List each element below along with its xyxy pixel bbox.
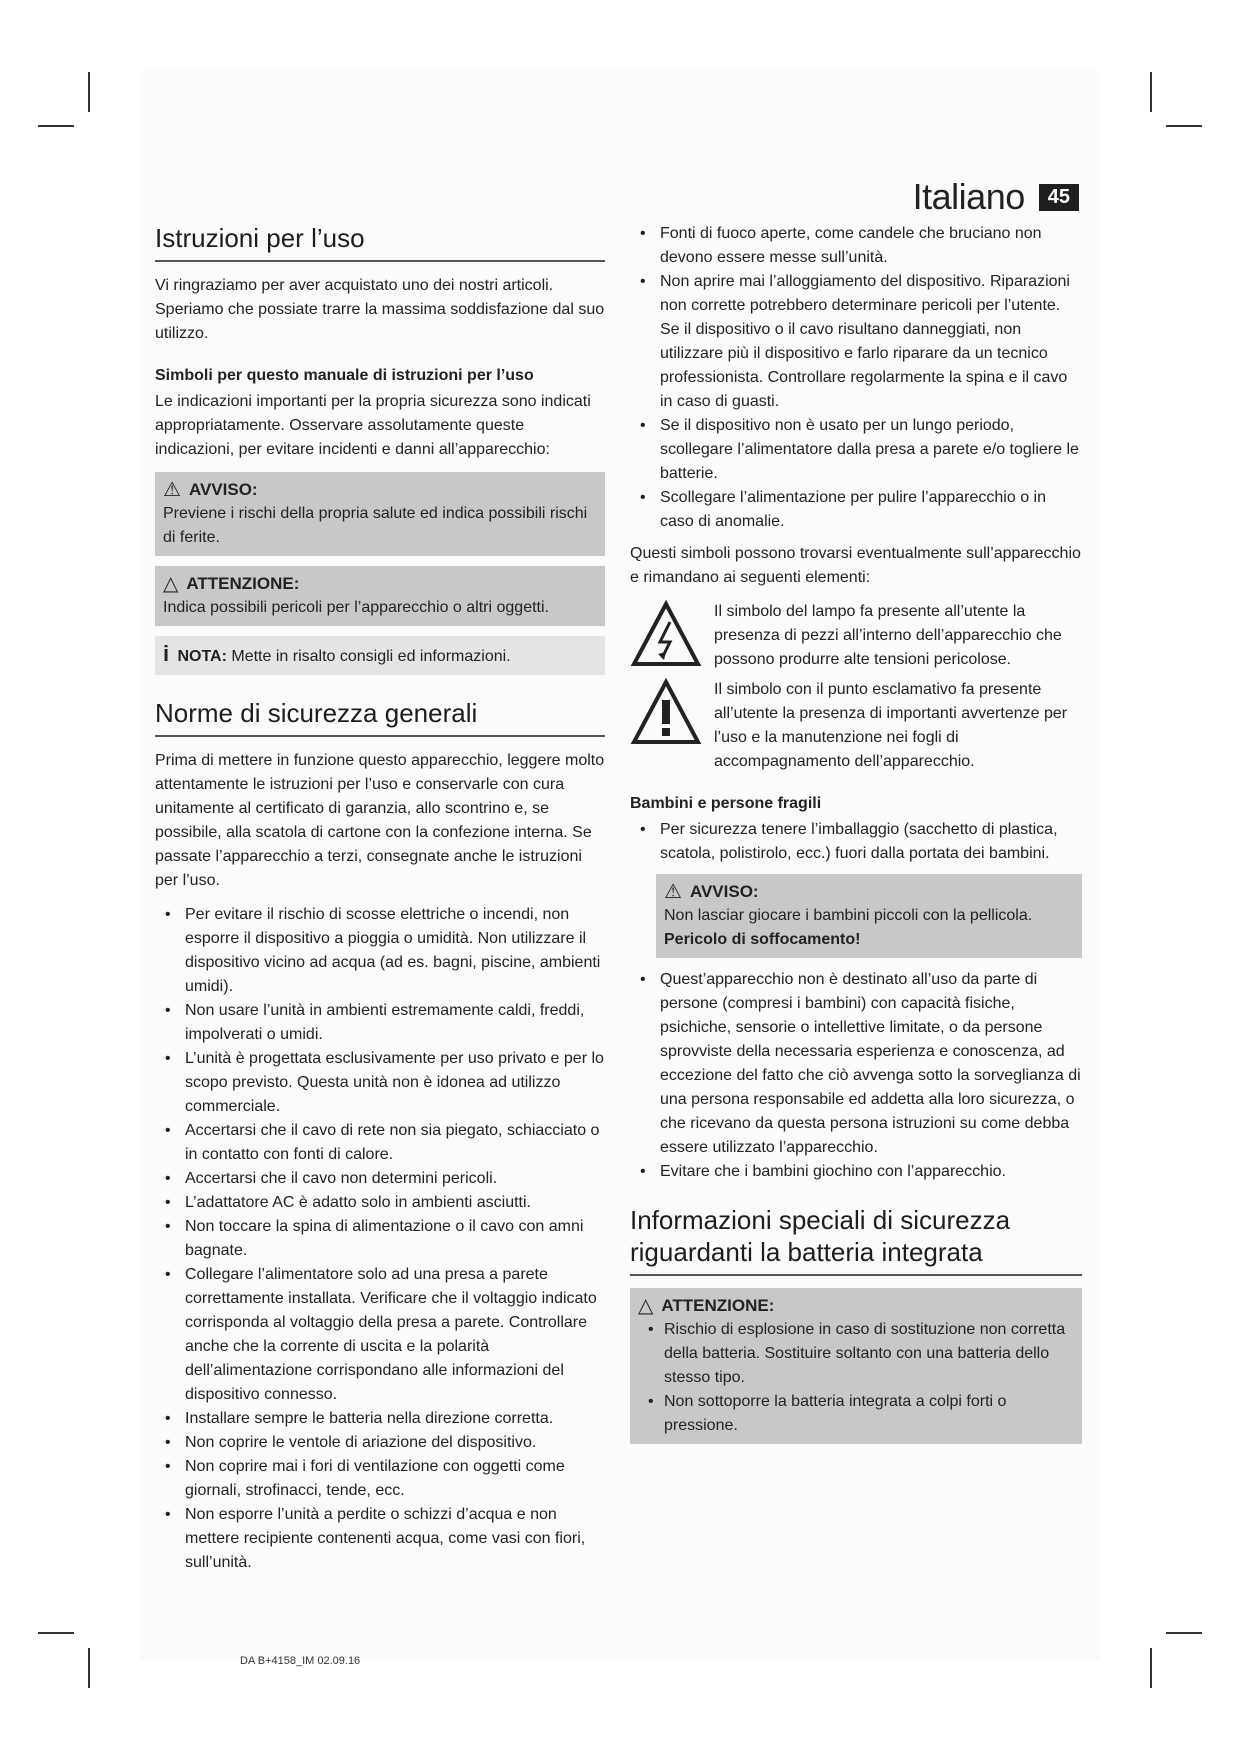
- crop-mark: [38, 125, 74, 127]
- left-column: [155, 222, 605, 1583]
- list-item: • L’adattatore AC è adatto solo in ambienti asciutti.: [155, 1191, 605, 1215]
- avviso-text: Non lasciar giocare i bambini piccoli con la pellicola.: [664, 907, 1033, 924]
- heading-istruzioni: Istruzioni per l’uso: [155, 222, 605, 262]
- list-item: • Non toccare la spina di alimentazione o il cavo con amni bagnate.: [155, 1215, 605, 1263]
- caution-triangle-icon: △: [163, 573, 179, 595]
- avviso-label: AVVISO:: [689, 882, 759, 901]
- exclamation-warning-icon: [630, 678, 702, 746]
- warning-triangle-icon: ⚠: [163, 479, 181, 501]
- attenzione-label: ATTENZIONE:: [661, 1296, 775, 1315]
- list-item: • Scollegare l’alimentazione per pulire l’apparecchio o in caso di anomalie.: [630, 486, 1082, 534]
- document-code: DA B+4158_IM 02.09.16: [240, 1655, 361, 1667]
- crop-mark: [38, 1632, 74, 1634]
- info-icon: i: [163, 641, 170, 666]
- bambini-list-2: [630, 968, 1082, 1184]
- symbol-exclamation-row: [630, 678, 1082, 774]
- sicurezza-list-cont: [630, 222, 1082, 534]
- avviso-text: Previene i rischi della propria salute ed indica possibili rischi di ferite.: [163, 505, 588, 546]
- language-title: Italiano: [912, 176, 1025, 217]
- list-item: • Installare sempre le batteria nella direzione corretta.: [155, 1407, 605, 1431]
- norme-list: [155, 903, 605, 1575]
- simboli-text: Le indicazioni importanti per la propria sicurezza sono indicati appropriatamente. Osservare assolutamente queste indicazioni, per evitare incidenti e danni all’apparecchio:: [155, 393, 591, 458]
- heading-simboli: Simboli per questo manuale di istruzioni per l’uso: [155, 367, 534, 384]
- page-header: [913, 176, 1079, 218]
- crop-mark: [1166, 125, 1202, 127]
- heading-norme: Norme di sicurezza generali: [155, 697, 605, 737]
- avviso-title: [163, 478, 597, 502]
- nota-box: [155, 636, 605, 675]
- attenzione-box: [155, 566, 605, 626]
- list-item: • Accertarsi che il cavo non determini pericoli.: [155, 1167, 605, 1191]
- batteria-list: [638, 1318, 1074, 1438]
- list-item: • L’unità è progettata esclusivamente per uso privato e per lo scopo previsto. Questa unità non è idonea ad utilizzo commerciale.: [155, 1047, 605, 1119]
- attenzione-label: ATTENZIONE:: [186, 574, 300, 593]
- list-item: • Non aprire mai l’alloggiamento del dispositivo. Riparazioni non corrette potrebbero determinare pericoli per l’utente. Se il dispositivo o il cavo risultano danneggiati, non utilizzare più il dispositivo e farlo riparare da un tecnico professionista. Controllare regolarmente la spina e il cavo in caso di guasti.: [630, 270, 1082, 414]
- list-item: • Se il dispositivo non è usato per un lungo periodo, scollegare l’alimentatore dalla presa a parete e/o togliere le batterie.: [630, 414, 1082, 486]
- crop-mark: [1150, 72, 1152, 112]
- crop-mark: [1150, 1648, 1152, 1688]
- list-item: • Per evitare il rischio di scosse elettriche o incendi, non esporre il dispositivo a pioggia o umidità. Non utilizzare il dispositivo vicino ad acqua (ad es. bagni, piscine, ambienti umidi).: [155, 903, 605, 999]
- bambini-list: [630, 818, 1082, 866]
- avviso-title: [664, 880, 1074, 904]
- list-item: • Quest’apparecchio non è destinato all’uso da parte di persone (compresi i bambini) con capacità fisiche, psichiche, sensorie o intellettive limitate, o da persone sprovviste della necessaria esperienza e conoscenza, ad eccezione del fatto che ciò avvenga sotto la sorveglianza di una persona responsabile ed addetta alla loro sicurezza, o che ricevano da questa persona istruzioni su come debba essere utilizzato l’apparecchio.: [630, 968, 1082, 1160]
- norme-intro: Prima di mettere in funzione questo apparecchio, leggere molto attentamente le istruzioni per l’uso e conservarle con cura unitamente al certificato di garanzia, allo scontrino e, se possibile, alla scatola di cartone con la confezione interna. Se passate l’apparecchio a terzi, consegnate anche le istruzioni per l’uso.: [155, 752, 605, 889]
- list-item: • Collegare l’alimentatore solo ad una presa a parete correttamente installata. Verificare che il voltaggio indicato corrisponda al voltaggio della presa a parete. Controllare anche che la corrente di uscita e la polarità dell’alimentazione corrispondano alle informazioni del dispositivo connesso.: [155, 1263, 605, 1407]
- avviso-box: [155, 472, 605, 556]
- avviso-bold-text: Pericolo di soffocamento!: [664, 931, 861, 948]
- heading-bambini: Bambini e persone fragili: [630, 795, 822, 812]
- crop-mark: [88, 1648, 90, 1688]
- list-item: • Evitare che i bambini giochino con l’apparecchio.: [630, 1160, 1082, 1184]
- list-item: • Non sottoporre la batteria integrata a colpi forti o pressione.: [638, 1390, 1074, 1438]
- avviso-box-bambini: [656, 874, 1082, 958]
- attenzione-title: [163, 572, 597, 596]
- list-item: • Non usare l’unità in ambienti estremamente caldi, freddi, impolverati o umidi.: [155, 999, 605, 1047]
- list-item: • Fonti di fuoco aperte, come candele che bruciano non devono essere messe sull’unità.: [630, 222, 1082, 270]
- nota-label: NOTA:: [177, 648, 227, 665]
- simboli-intro: Questi simboli possono trovarsi eventualmente sull’apparecchio e rimandano ai seguenti elementi:: [630, 545, 1081, 586]
- crop-mark: [88, 72, 90, 112]
- heading-batteria: Informazioni speciali di sicurezza riguardanti la batteria integrata: [630, 1204, 1082, 1276]
- attenzione-text: Indica possibili pericoli per l’apparecchio o altri oggetti.: [163, 599, 549, 616]
- list-item: • Rischio di esplosione in caso di sostituzione non corretta della batteria. Sostituire soltanto con una batteria dello stesso tipo.: [638, 1318, 1074, 1390]
- symbol-lightning-text: Il simbolo del lampo fa presente all’utente la presenza di pezzi all’interno dell’apparecchio che possono produrre alte tensioni pericolose.: [714, 603, 1062, 668]
- attenzione-box-batteria: [630, 1288, 1082, 1444]
- symbol-lightning-row: [630, 600, 1082, 672]
- list-item: • Accertarsi che il cavo di rete non sia piegato, schiacciato o in contatto con fonti di calore.: [155, 1119, 605, 1167]
- right-column: [630, 222, 1082, 1454]
- symbol-exclamation-text: Il simbolo con il punto esclamativo fa presente all’utente la presenza di importanti avvertenze per l’uso e la manutenzione nei fogli di accompagnamento dell’apparecchio.: [714, 681, 1068, 770]
- list-item: • Non esporre l’unità a perdite o schizzi d’acqua e non mettere recipiente contenenti acqua, come vasi con fiori, sull’unità.: [155, 1503, 605, 1575]
- list-item: • Non coprire le ventole di ariazione del dispositivo.: [155, 1431, 605, 1455]
- list-item: • Per sicurezza tenere l’imballaggio (sacchetto di plastica, scatola, polistirolo, ecc.) fuori dalla portata dei bambini.: [630, 818, 1082, 866]
- attenzione-title: [638, 1294, 1074, 1318]
- page-number: 45: [1039, 184, 1079, 211]
- intro-text: Vi ringraziamo per aver acquistato uno dei nostri articoli. Speriamo che possiate trarre la massima soddisfazione dal suo utilizzo.: [155, 277, 605, 342]
- lightning-warning-icon: [630, 600, 702, 668]
- avviso-label: AVVISO:: [188, 480, 258, 499]
- list-item: • Non coprire mai i fori di ventilazione con oggetti come giornali, strofinacci, tende, ecc.: [155, 1455, 605, 1503]
- warning-triangle-icon: ⚠: [664, 881, 682, 903]
- crop-mark: [1166, 1632, 1202, 1634]
- nota-text: Mette in risalto consigli ed informazioni.: [231, 648, 511, 665]
- caution-triangle-icon: △: [638, 1295, 654, 1317]
